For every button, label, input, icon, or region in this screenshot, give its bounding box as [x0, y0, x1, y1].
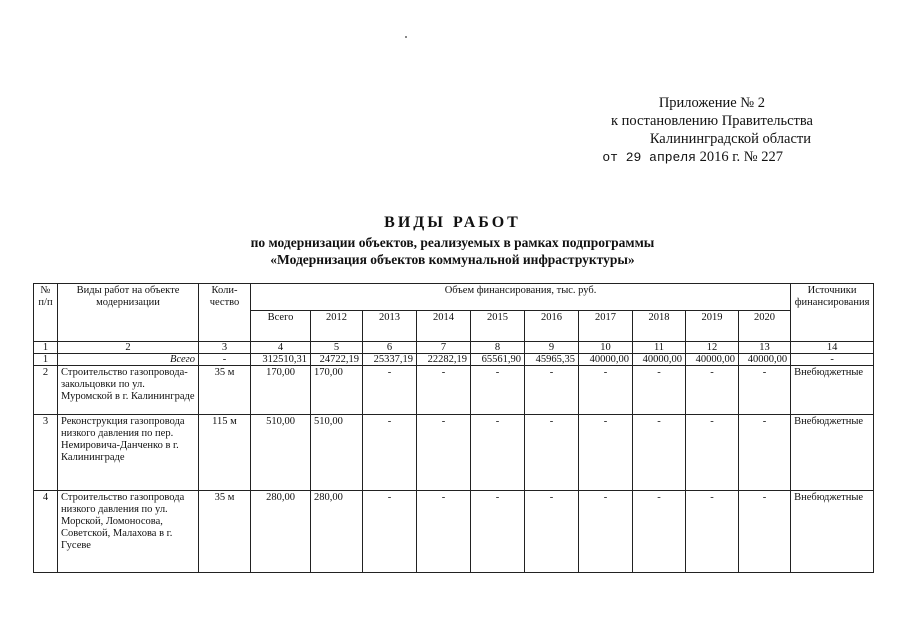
total-value: 312510,31: [251, 354, 311, 366]
col-number: 6: [363, 342, 417, 354]
row-qty: 35 м: [199, 491, 251, 573]
row-value: -: [363, 491, 417, 573]
header-total: Всего: [251, 311, 311, 342]
row-value: 510,00: [311, 415, 363, 491]
header-work: Виды работ на объекте модернизации: [58, 284, 199, 342]
works-table: [33, 283, 874, 573]
header-year: 2014: [417, 311, 471, 342]
row-value: -: [525, 366, 579, 415]
row-qty: 35 м: [199, 366, 251, 415]
total-value: 65561,90: [471, 354, 525, 366]
row-value: 170,00: [251, 366, 311, 415]
row-qty: 115 м: [199, 415, 251, 491]
row-value: 280,00: [251, 491, 311, 573]
row-value: -: [417, 366, 471, 415]
col-number: 14: [791, 342, 874, 354]
row-value: -: [471, 491, 525, 573]
header-year: 2016: [525, 311, 579, 342]
row-value: 170,00: [311, 366, 363, 415]
header-sources: Источники финансирования: [791, 284, 874, 342]
row-num: 4: [34, 491, 58, 573]
row-value: -: [579, 366, 633, 415]
header-year: 2015: [471, 311, 525, 342]
col-number: 10: [579, 342, 633, 354]
row-value: -: [417, 415, 471, 491]
row-value: -: [363, 366, 417, 415]
row-value: -: [471, 366, 525, 415]
row-num: 3: [34, 415, 58, 491]
header-year: 2020: [739, 311, 791, 342]
header-year: 2019: [686, 311, 739, 342]
row-value: 510,00: [251, 415, 311, 491]
total-qty: -: [199, 354, 251, 366]
total-value: 22282,19: [417, 354, 471, 366]
row-value: -: [417, 491, 471, 573]
row-value: 280,00: [311, 491, 363, 573]
header-year: 2013: [363, 311, 417, 342]
scan-speck: [405, 36, 407, 38]
row-source: Внебюджетные: [791, 366, 874, 415]
row-num: 2: [34, 366, 58, 415]
col-number: 2: [58, 342, 199, 354]
table-row: [34, 491, 874, 573]
row-value: -: [525, 415, 579, 491]
document-subtitle-2: «Модернизация объектов коммунальной инфраструктуры»: [270, 252, 635, 267]
total-value: 24722,19: [311, 354, 363, 366]
header-num: № п/п: [34, 284, 58, 342]
row-value: -: [739, 366, 791, 415]
total-value: 45965,35: [525, 354, 579, 366]
document-subtitle-1: по модернизации объектов, реализуемых в рамках подпрограммы: [250, 235, 655, 250]
col-number: 7: [417, 342, 471, 354]
total-row: [34, 354, 874, 366]
total-value: 40000,00: [686, 354, 739, 366]
appendix-date: [602, 148, 813, 167]
row-num: 1: [34, 354, 58, 366]
row-value: -: [739, 491, 791, 573]
column-numbers-row: [34, 342, 874, 354]
row-work: Реконструкция газопровода низкого давления по пер. Немировича-Данченко в г. Калининграде: [58, 415, 199, 491]
appendix-date-suffix: 2016 г. № 227: [699, 149, 783, 165]
row-value: -: [739, 415, 791, 491]
col-number: 11: [633, 342, 686, 354]
col-number: 4: [251, 342, 311, 354]
total-value: 40000,00: [633, 354, 686, 366]
table-row: [34, 366, 874, 415]
total-value: 40000,00: [739, 354, 791, 366]
row-value: -: [525, 491, 579, 573]
row-value: -: [686, 415, 739, 491]
row-value: -: [686, 491, 739, 573]
row-source: Внебюджетные: [791, 491, 874, 573]
col-number: 9: [525, 342, 579, 354]
row-value: -: [471, 415, 525, 491]
total-source: -: [791, 354, 874, 366]
row-value: -: [686, 366, 739, 415]
row-value: -: [633, 415, 686, 491]
header-year: 2017: [579, 311, 633, 342]
row-value: -: [579, 491, 633, 573]
total-label: Всего: [58, 354, 199, 366]
col-number: 5: [311, 342, 363, 354]
header-financing: Объем финансирования, тыс. руб.: [251, 284, 791, 311]
header-year: 2012: [311, 311, 363, 342]
header-qty: Коли- чество: [199, 284, 251, 342]
appendix-block: [602, 94, 813, 167]
appendix-decree: к постановлению Правительства: [611, 113, 813, 129]
row-source: Внебюджетные: [791, 415, 874, 491]
col-number: 12: [686, 342, 739, 354]
appendix-date-prefix: от 29 апреля: [602, 150, 696, 165]
col-number: 1: [34, 342, 58, 354]
header-year: 2018: [633, 311, 686, 342]
col-number: 8: [471, 342, 525, 354]
row-value: -: [363, 415, 417, 491]
row-value: -: [579, 415, 633, 491]
col-number: 3: [199, 342, 251, 354]
table-row: [34, 415, 874, 491]
document-title: ВИДЫ РАБОТ: [384, 214, 521, 231]
col-number: 13: [739, 342, 791, 354]
total-value: 40000,00: [579, 354, 633, 366]
row-value: -: [633, 491, 686, 573]
row-work: Строительство газопровода низкого давления по ул. Морской, Ломоносова, Советской, Малахова в г. Гусеве: [58, 491, 199, 573]
appendix-title: Приложение № 2: [658, 95, 765, 111]
row-value: -: [633, 366, 686, 415]
appendix-region: Калининградской области: [649, 131, 811, 147]
row-work: Строительство газопровода-закольцовки по ул. Муромской в г. Калининграде: [58, 366, 199, 415]
total-value: 25337,19: [363, 354, 417, 366]
header-row-1: [34, 284, 874, 311]
